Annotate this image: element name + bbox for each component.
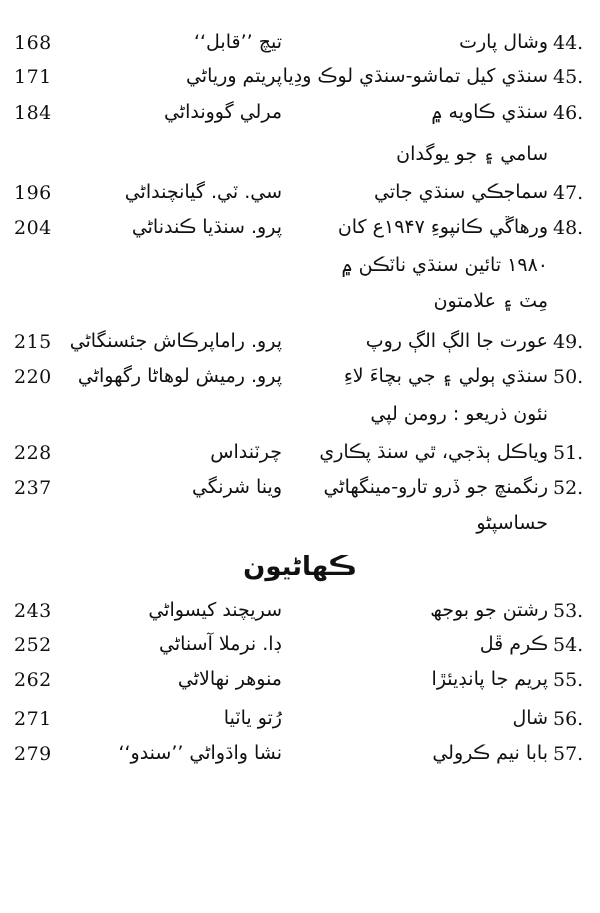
section-heading: ڪهاڻيون — [243, 552, 357, 582]
entry-author: پرو. رميش لوهاڻا رگهواڻي — [77, 365, 282, 387]
entry-author: سي. ٽي. گيانچنداڻي — [124, 181, 282, 203]
entry-author: پرو. سنڌيا ڪندناڻي — [131, 216, 282, 238]
entry-number: 56. — [553, 708, 584, 730]
entry-author: پرو. راماپرڪاش جئسنگاڻي — [69, 330, 282, 352]
toc-entry — [0, 741, 600, 771]
toc-entry — [0, 100, 600, 130]
entry-title: بابا نيم ڪرولي — [432, 742, 548, 764]
entry-title: ڪرم ڦل — [479, 633, 548, 655]
toc-entry — [0, 440, 600, 470]
entry-author: سريچند کيسواڻي — [148, 599, 282, 621]
entry-number: 47. — [553, 182, 584, 204]
toc-entry — [0, 632, 600, 662]
entry-number: 55. — [553, 669, 584, 691]
entry-number: 46. — [553, 102, 584, 124]
toc-entry — [0, 329, 600, 359]
entry-author: چرٽنداس — [210, 441, 282, 463]
page-number: 196 — [14, 182, 52, 204]
entry-title: سنڌي ٻولي ۽ جي بچاءَ لاءِ — [343, 365, 548, 387]
entry-number: 45. — [553, 66, 584, 88]
entry-title: رشتن جو بوجھ — [430, 599, 548, 621]
page-number: 171 — [14, 66, 52, 88]
entry-title: عورت جا الڳ الڳ روپ — [365, 330, 548, 352]
entry-title-continuation: ۱۹۸۰ تائين سنڌي ناٽڪن ۾ — [341, 254, 548, 276]
entry-author: تيچ ’’قابل‘‘ — [193, 31, 282, 53]
page-number: 184 — [14, 102, 52, 124]
entry-title: سنڌي ڪاويه ۾ — [431, 101, 548, 123]
page-number: 168 — [14, 32, 52, 54]
page-number: 279 — [14, 743, 52, 765]
entry-title: شال — [512, 707, 548, 729]
page-number: 271 — [14, 708, 52, 730]
toc-entry — [0, 706, 600, 736]
toc-entry — [0, 64, 600, 94]
entry-number: 50. — [553, 366, 584, 388]
page-number: 220 — [14, 366, 52, 388]
entry-title-continuation: نئون ذريعو : رومن لپي — [370, 403, 548, 425]
entry-title: سماجڪي سنڌي جاتي — [373, 181, 548, 203]
entry-title-continuation: مِٽ ۽ علامتون — [433, 290, 548, 312]
entry-author: وينا شرنگي — [191, 476, 282, 498]
entry-author: مرلي گوونداڻي — [163, 101, 282, 123]
page-number: 228 — [14, 442, 52, 464]
entry-title-continuation: حساسپڻو — [476, 512, 548, 534]
entry-number: 44. — [553, 32, 584, 54]
toc-entry — [0, 667, 600, 697]
page-number: 243 — [14, 600, 52, 622]
entry-number: 54. — [553, 634, 584, 656]
page-number: 262 — [14, 669, 52, 691]
entry-number: 48. — [553, 217, 584, 239]
entry-author: ڊا. نرملا آسناڻي — [159, 633, 282, 655]
entry-number: 52. — [553, 477, 584, 499]
page-number: 215 — [14, 331, 52, 353]
entry-title: رنگمنچ جو ڏرو تارو-مينگهاڻي — [323, 476, 548, 498]
page-number: 204 — [14, 217, 52, 239]
entry-number: 53. — [553, 600, 584, 622]
entry-title: وياڪل ٻڌجي، ٿي سنڌ پڪاري — [319, 441, 548, 463]
toc-entry — [0, 30, 600, 60]
toc-entry — [0, 598, 600, 628]
toc-entry — [0, 180, 600, 210]
page-number: 252 — [14, 634, 52, 656]
entry-number: 57. — [553, 743, 584, 765]
entry-author: منوهر نهالاڻي — [177, 668, 282, 690]
entry-title-continuation: سامي ۽ جو يوگدان — [396, 143, 548, 165]
entry-number: 49. — [553, 331, 584, 353]
entry-title: وشال پارت — [459, 31, 548, 53]
entry-author: نشا واڌواڻي ’’سندو‘‘ — [118, 742, 282, 764]
entry-title: ورهاڱي ڪانپوءِ ۱۹۴۷ع کان — [337, 216, 548, 238]
toc-entry — [0, 475, 600, 505]
toc-entry — [0, 364, 600, 394]
entry-author: پريتم ورياڻي — [185, 65, 282, 87]
toc-entry — [0, 215, 600, 245]
entry-author: رُتو ياٽيا — [223, 707, 282, 729]
entry-title: پريم جا پانڊيئڙا — [431, 668, 548, 690]
entry-title: سنڌي کيل تماشو-سنڌي لوڪ ودِيا — [282, 65, 548, 87]
page-number: 237 — [14, 477, 52, 499]
entry-number: 51. — [553, 442, 584, 464]
